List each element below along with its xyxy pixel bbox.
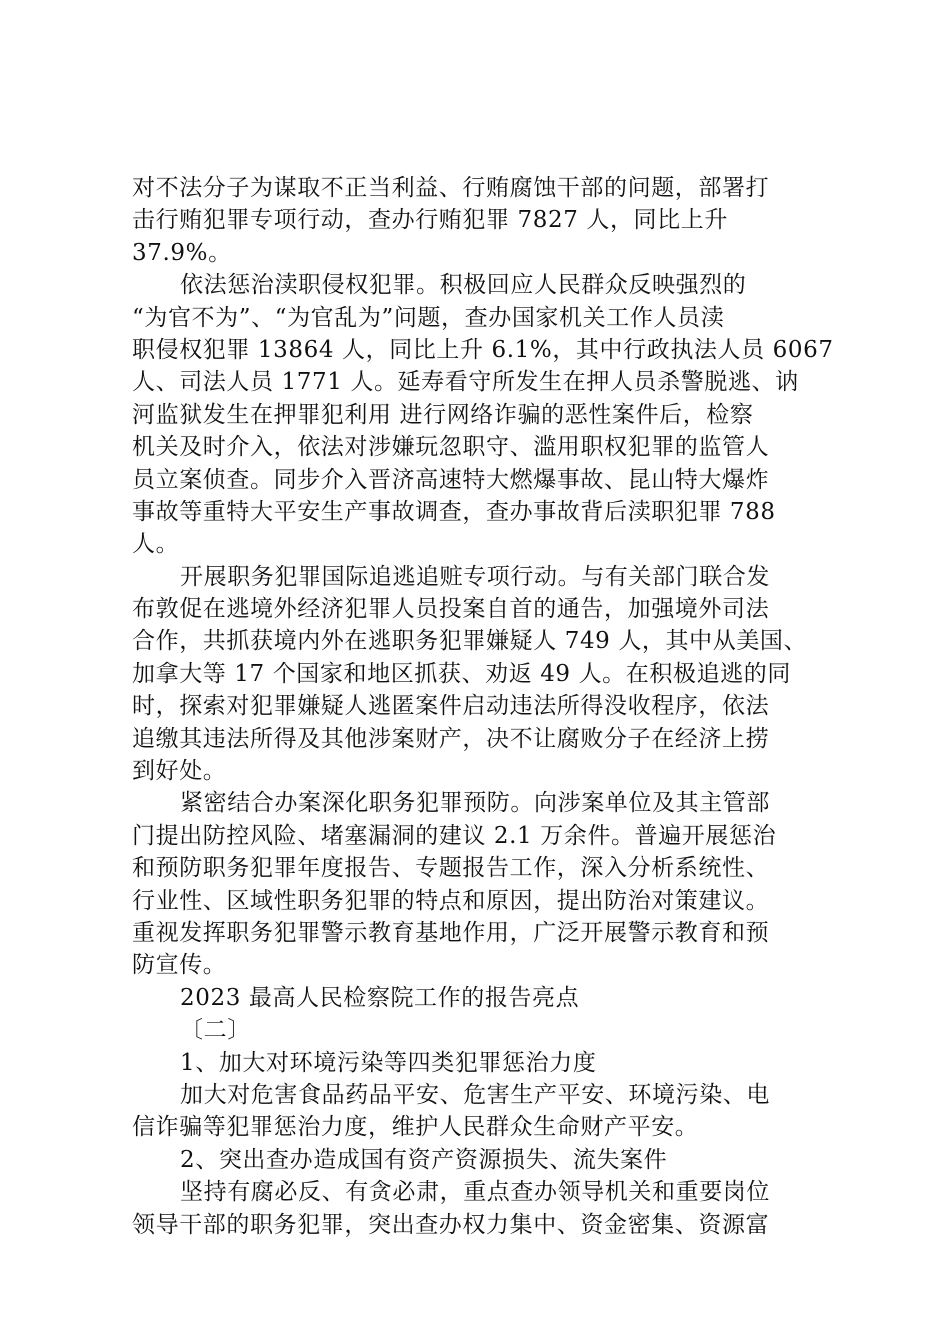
text-line: 布敦促在逃境外经济犯罪人员投案自首的通告，加强境外司法 <box>132 596 770 623</box>
text-line: 击行贿犯罪专项行动，查办行贿犯罪 7827 人，同比上升 <box>132 207 728 234</box>
text-line: 追缴其违法所得及其他涉案财产，决不让腐败分子在经济上捞 <box>132 725 770 752</box>
text-line: 坚持有腐必反、有贪必肃，重点查办领导机关和重要岗位 <box>180 1179 770 1206</box>
text-line: 防宣传。 <box>132 952 227 979</box>
text-line: 〔二〕 <box>180 1017 251 1044</box>
text-line: 开展职务犯罪国际追逃追赃专项行动。与有关部门联合发 <box>180 563 770 590</box>
text-line: 和预防职务犯罪年度报告、专题报告工作，深入分析系统性、 <box>132 855 770 882</box>
text-line: 依法惩治渎职侵权犯罪。积极回应人民群众反映强烈的 <box>180 272 747 299</box>
text-line: 合作，共抓获境内外在逃职务犯罪嫌疑人 749 人，其中从美国、 <box>132 628 808 655</box>
text-line: 事故等重特大平安生产事故调查，查办事故背后渎职犯罪 788 <box>132 498 776 525</box>
text-line: 2023 最高人民检察院工作的报告亮点 <box>180 984 580 1011</box>
text-line: 河监狱发生在押罪犯利用 进行网络诈骗的恶性案件后，检察 <box>132 401 754 428</box>
text-line: 领导干部的职务犯罪，突出查办权力集中、资金密集、资源富 <box>132 1211 770 1238</box>
text-line: 2、突出查办造成国有资产资源损失、流失案件 <box>180 1146 668 1173</box>
text-line: 行业性、区域性职务犯罪的特点和原因，提出防治对策建议。 <box>132 887 770 914</box>
text-line: 重视发挥职务犯罪警示教育基地作用，广泛开展警示教育和预 <box>132 919 770 946</box>
text-line: 职侵权犯罪 13864 人，同比上升 6.1%，其中行政执法人员 6067 <box>132 336 834 363</box>
text-line: 人、司法人员 1771 人。延寿看守所发生在押人员杀警脱逃、讷 <box>132 369 799 396</box>
text-line: 到好处。 <box>132 758 227 785</box>
text-line: 紧密结合办案深化职务犯罪预防。向涉案单位及其主管部 <box>180 790 770 817</box>
text-line: 门提出防控风险、堵塞漏洞的建议 2.1 万余件。普遍开展惩治 <box>132 822 777 849</box>
document-body <box>132 172 834 1241</box>
text-line: 机关及时介入，依法对涉嫌玩忽职守、滥用职权犯罪的监管人 <box>132 434 770 461</box>
text-line: 加拿大等 17 个国家和地区抓获、劝返 49 人。在积极追逃的同 <box>132 660 791 687</box>
text-line: 信诈骗等犯罪惩治力度，维护人民群众生命财产平安。 <box>132 1114 699 1141</box>
text-line: “为官不为”、“为官乱为”问题，查办国家机关工作人员渎 <box>132 304 725 331</box>
text-line: 37.9%。 <box>132 239 232 266</box>
text-line: 对不法分子为谋取不正当利益、行贿腐蚀干部的问题，部署打 <box>132 175 770 201</box>
text-line: 人。 <box>132 531 180 558</box>
text-line: 时，探索对犯罪嫌疑人逃匿案件启动违法所得没收程序，依法 <box>132 693 770 720</box>
text-line: 加大对危害食品药品平安、危害生产平安、环境污染、电 <box>180 1081 770 1108</box>
text-line: 员立案侦查。同步介入晋济高速特大燃爆事故、昆山特大爆炸 <box>132 466 770 493</box>
text-line: 1、加大对环境污染等四类犯罪惩治力度 <box>180 1049 597 1076</box>
